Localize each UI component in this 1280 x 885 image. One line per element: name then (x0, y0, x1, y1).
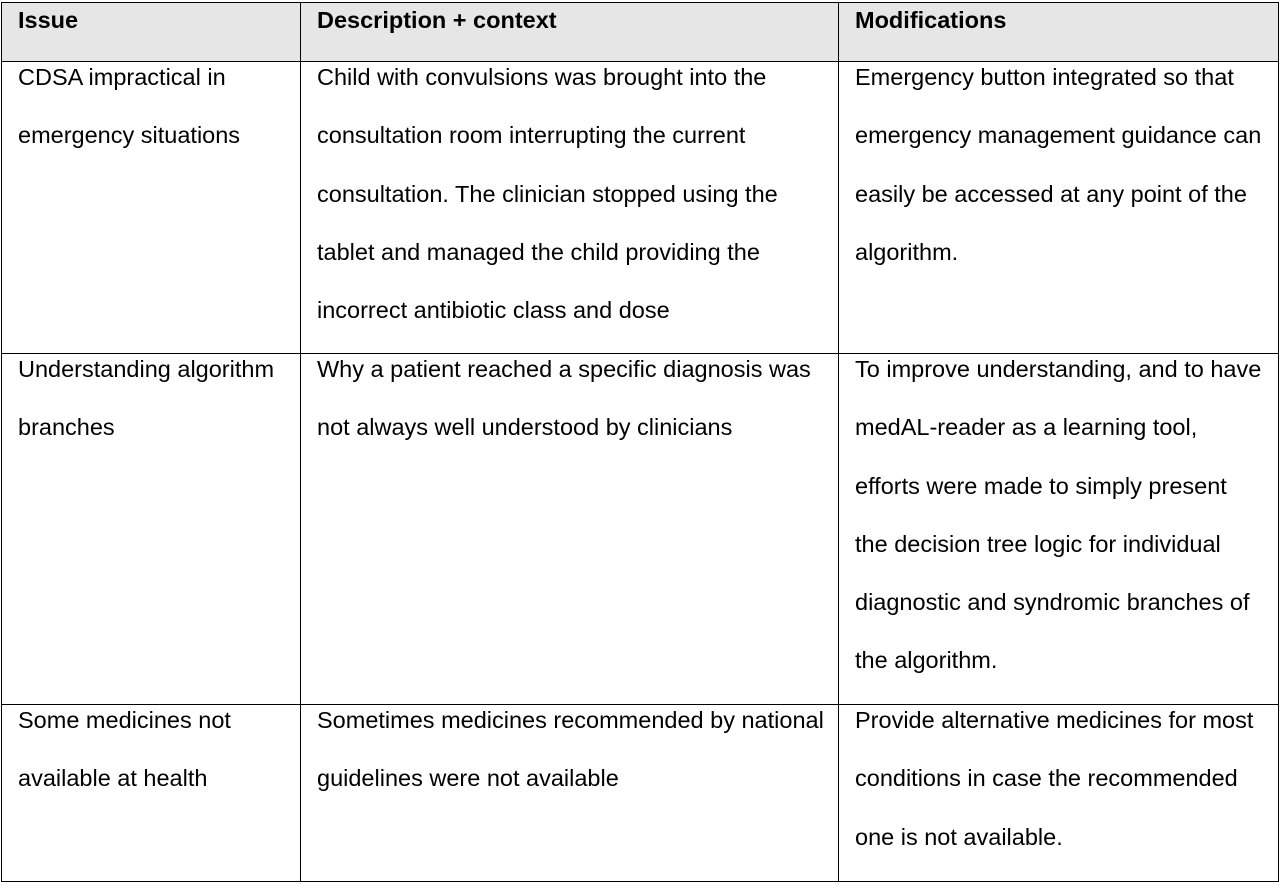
description-cell (301, 354, 839, 705)
modification-text: Emergency button integrated so that emergency management guidance can easily be accessed at any point of the algorithm. (855, 64, 1262, 265)
table-row (2, 705, 1279, 882)
modification-text: To improve understanding, and to have medAL-reader as a learning tool, efforts were made to simply present the decision tree logic for individual diagnostic and syndromic branches of the algorithm. (855, 356, 1262, 674)
header-description: Description + context (301, 3, 839, 62)
table-body (2, 62, 1279, 882)
header-row (2, 3, 1279, 62)
description-cell (301, 705, 839, 882)
modification-cell (839, 705, 1279, 882)
modification-cell (839, 62, 1279, 354)
issue-cell (2, 705, 301, 882)
header-modifications: Modifications (839, 3, 1279, 62)
issue-text: Some medicines not available at health (18, 707, 231, 792)
description-text: Child with convulsions was brought into the consultation room interrupting the current consultation. The clinician stopped using the tablet and managed the child providing the incorrect antibiotic class and dose (317, 64, 778, 324)
description-text: Sometimes medicines recommended by national guidelines were not available (317, 707, 824, 792)
header-issue: Issue (2, 3, 301, 62)
table-row (2, 354, 1279, 705)
table-header (2, 3, 1279, 62)
description-text: Why a patient reached a specific diagnosis was not always well understood by clinicians (317, 356, 811, 441)
issue-cell (2, 354, 301, 705)
modification-text: Provide alternative medicines for most conditions in case the recommended one is not available. (855, 707, 1254, 850)
issue-text: Understanding algorithm branches (18, 356, 275, 441)
modification-cell (839, 354, 1279, 705)
description-cell (301, 62, 839, 354)
issue-cell (2, 62, 301, 354)
issue-text: CDSA impractical in emergency situations (18, 64, 241, 149)
issues-table (1, 2, 1279, 882)
table-row (2, 62, 1279, 354)
